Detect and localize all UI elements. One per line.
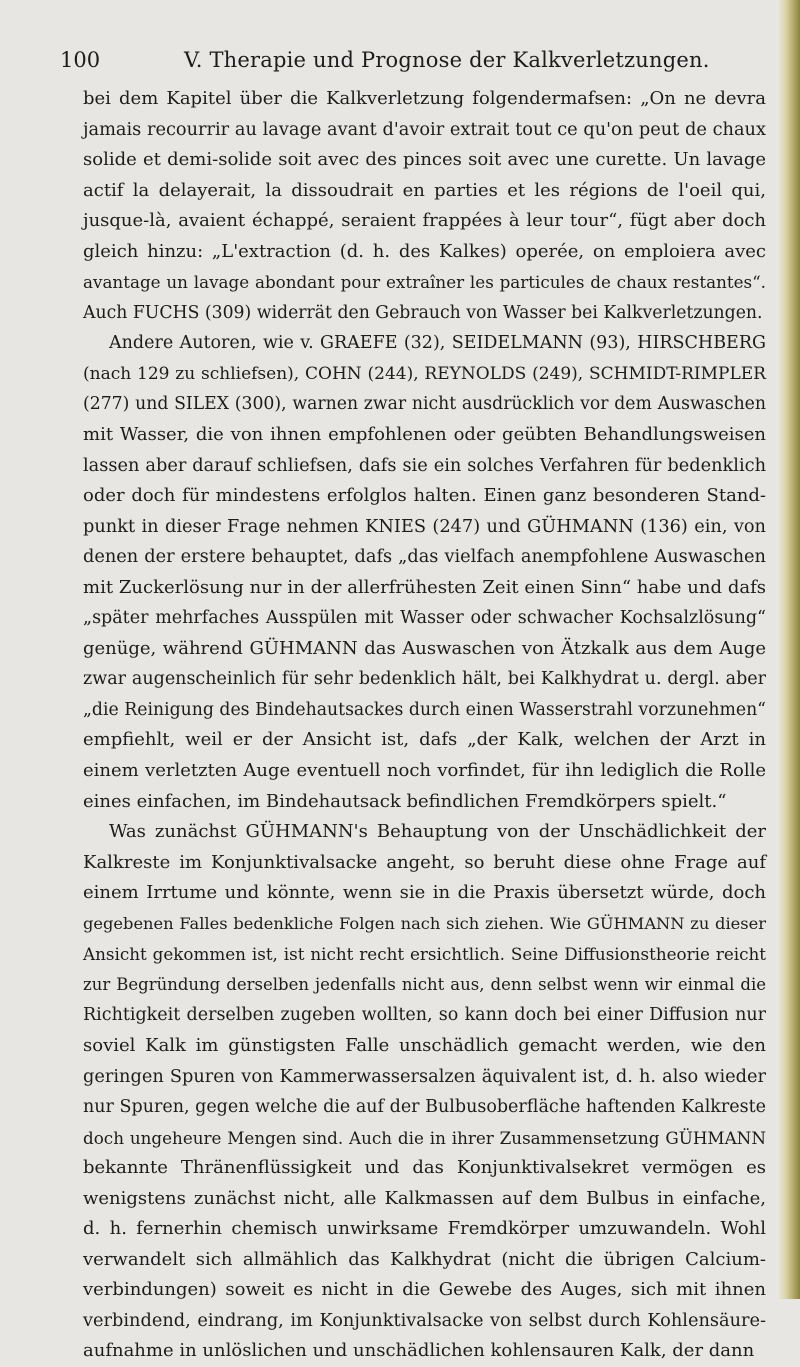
- text-line: nur Spuren, gegen welche die auf der Bulbusoberfläche haftenden Kalkreste: [83, 1097, 766, 1118]
- text-line: Was zunächst GÜHMANN's Behauptung von der Unschädlichkeit der: [109, 821, 766, 843]
- text-line: Kalkreste im Konjunktivalsacke angeht, so beruht diese ohne Frage auf: [83, 851, 766, 873]
- page-edge: [778, 0, 800, 1299]
- text-line: einem Irrtume und könnte, wenn sie in die Praxis übersetzt würde, doch: [83, 882, 766, 904]
- text-line: mit Wasser, die von ihnen empfohlenen oder geübten Behandlungsweisen: [83, 424, 766, 446]
- text-line: Ansicht gekommen ist, ist nicht recht ersichtlich. Seine Diffusionstheorie reicht: [83, 944, 766, 965]
- text-line: d. h. fernerhin chemisch unwirksame Fremdkörper umzuwandeln. Wohl: [83, 1218, 766, 1240]
- text-line: Andere Autoren, wie v. GRAEFE (32), SEIDELMANN (93), HIRSCHBERG: [109, 333, 766, 354]
- text-line: actif la delayerait, la dissoudrait en parties et les régions de l'oeil qui,: [83, 179, 766, 201]
- text-line: gegebenen Falles bedenkliche Folgen nach sich ziehen. Wie GÜHMANN zu dieser: [83, 913, 766, 933]
- text-line: wenigstens zunächst nicht, alle Kalkmassen auf dem Bulbus in einfache,: [83, 1187, 766, 1209]
- text-line: verbindend, eindrang, im Konjunktivalsacke von selbst durch Kohlensäure-: [83, 1310, 766, 1331]
- text-line: soviel Kalk im günstigsten Falle unschädlich gemacht werden, wie den: [83, 1034, 766, 1056]
- text-line: bekannte Thränenflüssigkeit und das Konjunktivalsekret vermögen es: [83, 1157, 766, 1179]
- text-line: lassen aber darauf schliefsen, dafs sie ein solches Verfahren für bedenklich: [83, 455, 766, 476]
- text-line: eines einfachen, im Bindehautsack befindlichen Fremdkörpers spielt.“: [83, 790, 727, 812]
- text-line: mit Zuckerlösung nur in der allerfrühesten Zeit einen Sinn“ habe und dafs: [83, 576, 766, 598]
- text-line: verwandelt sich allmählich das Kalkhydrat (nicht die übrigen Calcium-: [83, 1248, 766, 1270]
- running-head: [60, 42, 780, 78]
- text-line: oder doch für mindestens erfolglos halten. Einen ganz besonderen Stand-: [83, 485, 766, 507]
- text-line: punkt in dieser Frage nehmen KNIES (247) und GÜHMANN (136) ein, von: [83, 516, 766, 537]
- chapter-title: V. Therapie und Prognose der Kalkverletzungen.: [184, 48, 710, 72]
- text-line: genüge, während GÜHMANN das Auswaschen von Ätzkalk aus dem Auge: [83, 637, 766, 659]
- text-line: einem verletzten Auge eventuell noch vorfindet, für ihn lediglich die Rolle: [83, 760, 766, 782]
- text-line: Auch FUCHS (309) widerrät den Gebrauch von Wasser bei Kalkverletzungen.: [83, 302, 763, 323]
- text-line: zwar augenscheinlich für sehr bedenklich hält, bei Kalkhydrat u. dergl. aber: [83, 669, 766, 690]
- text-line: geringen Spuren von Kammerwassersalzen äquivalent ist, d. h. also wieder: [83, 1066, 766, 1087]
- text-line: verbindungen) soweit es nicht in die Gewebe des Auges, sich mit ihnen: [83, 1279, 766, 1301]
- text-line: denen der erstere behauptet, dafs „das vielfach anempfohlene Auswaschen: [83, 547, 766, 568]
- text-line: Richtigkeit derselben zugeben wollten, so kann doch bei einer Diffusion nur: [83, 1005, 766, 1026]
- text-line: jamais recourrir au lavage avant d'avoir extrait tout ce qu'on peut de chaux: [83, 119, 766, 140]
- text-line: zur Begründung derselben jedenfalls nicht aus, denn selbst wenn wir einmal die: [83, 974, 766, 994]
- text-line: empfiehlt, weil er der Ansicht ist, dafs „der Kalk, welchen der Arzt in: [83, 729, 766, 751]
- text-line: jusque-là, avaient échappé, seraient frappées à leur tour“, fügt aber doch: [83, 210, 766, 232]
- text-line: bei dem Kapitel über die Kalkverletzung folgendermafsen: „On ne devra: [83, 88, 766, 109]
- page-number: 100: [60, 48, 101, 72]
- text-line: gleich hinzu: „L'extraction (d. h. des Kalkes) operée, on emploiera avec: [83, 240, 766, 262]
- text-line: (nach 129 zu schliefsen), COHN (244), REYNOLDS (249), SCHMIDT-RIMPLER: [83, 363, 766, 384]
- text-line: solide et demi-solide soit avec des pinces soit avec une curette. Un lavage: [83, 149, 766, 171]
- text-line: aufnahme in unlöslichen und unschädlichen kohlensauren Kalk, der dann: [83, 1340, 755, 1362]
- body-text: [83, 84, 766, 1367]
- text-line: „die Reinigung des Bindehautsackes durch einen Wasserstrahl vorzunehmen“: [83, 699, 766, 720]
- text-line: doch ungeheure Mengen sind. Auch die in ihrer Zusammensetzung GÜHMANN: [83, 1127, 766, 1148]
- text-line: avantage un lavage abondant pour extraîner les particules de chaux restantes“.: [83, 272, 766, 293]
- text-line: (277) und SILEX (300), warnen zwar nicht ausdrücklich vor dem Auswaschen: [83, 394, 766, 415]
- text-line: „später mehrfaches Ausspülen mit Wasser oder schwacher Kochsalzlösung“: [83, 608, 766, 629]
